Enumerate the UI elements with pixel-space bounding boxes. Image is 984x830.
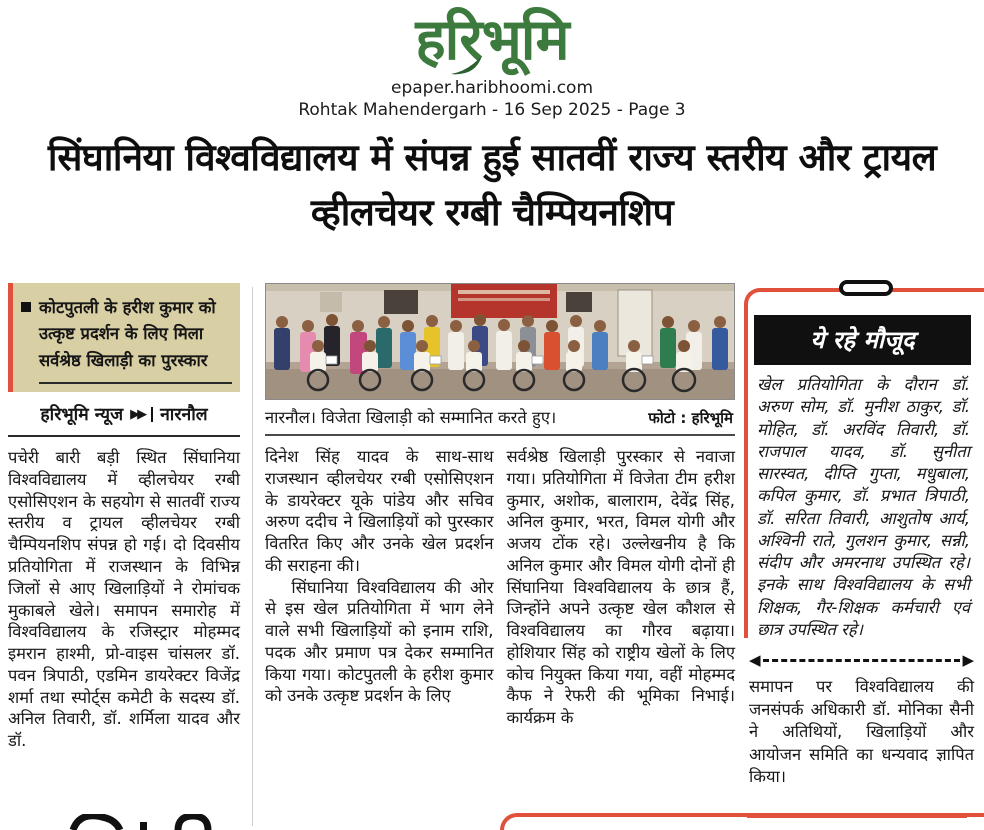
- byline: [8, 392, 240, 437]
- sidebar-after-text: समापन पर विश्वविद्यालय की जनसंपर्क अधिकारी डॉ. मोनिका सैनी ने अतिथियों, खिलाड़ियों और आयोजन समिति का धन्यवाद ज्ञापित किया।: [749, 677, 974, 786]
- bullet-square-icon: [21, 302, 31, 312]
- cutoff-box-fragment: [500, 813, 984, 830]
- photo-caption: नारनौल। विजेता खिलाड़ी को सम्मानित करते हुए।: [265, 408, 557, 427]
- edition-line: Rohtak Mahendergarh - 16 Sep 2025 - Page 3: [298, 99, 686, 120]
- body-text-col1: पचेरी बारी बड़ी स्थित सिंघानिया विश्वविद्यालय में व्हीलचेयर रग्बी एसोसिएशन के सहयोग से सातवीं राज्य स्तरीय व ट्रायल व्हीलचेयर रग्बी चैम्पियनशिप संपन्न हो गई। दो दिवसीय प्रतियोगिता में राजस्थान के विभिन्न जिलों से आए खिलाड़ियों ने रोमांचक मुकाबले खेले। समापन समारोह में विश्वविद्यालय के रजिस्ट्रार मोहम्मद इमरान हाश्मी, प्रो-वाइस चांसलर डॉ. पवन त्रिपाठी, एडमिन डायरेक्टर विजेंद्र शर्मा तथा स्पोर्ट्स कमेटी के सदस्य डॉ. अनिल तिवारी, डॉ. शर्मिला यादव और डॉ.: [8, 448, 240, 751]
- site-url: epaper.haribhoomi.com: [390, 77, 594, 98]
- arrow-right-icon: ▶: [962, 651, 974, 670]
- byline-divider: [151, 407, 153, 422]
- column-middle: [265, 283, 735, 830]
- sidebar-present-box: [747, 283, 976, 830]
- standfirst-box: [8, 283, 240, 392]
- byline-agency: हरिभूमि न्यूज: [40, 405, 124, 426]
- dashed-arrow-separator: [747, 645, 976, 674]
- masthead: [0, 0, 984, 120]
- article-photo: [265, 283, 735, 400]
- arrow-left-icon: ◀: [749, 651, 761, 670]
- dashed-line: [763, 659, 961, 662]
- photo-caption-row: [265, 400, 735, 436]
- paragraph: दिनेश सिंह यादव के साथ-साथ राजस्थान व्हीलचेयर रग्बी एसोसिएशन के डायरेक्टर यूके पांडेय और सचिव अरुण ददीच ने खिलाड़ियों को पुरस्कार वितरित किए और उनके खेल प्रदर्शन की सराहना की।: [265, 447, 494, 575]
- body-text-col2: [265, 446, 494, 729]
- sidebar-title: ये रहे मौजूद: [754, 315, 971, 365]
- group-photo-illustration: [266, 284, 735, 400]
- column-rule: [252, 287, 253, 826]
- article-headline: सिंघानिया विश्वविद्यालय में संपन्न हुई सातवीं राज्य स्तरीय और ट्रायल व्हीलचेयर रग्बी चैम्पियनशिप: [47, 135, 937, 235]
- paragraph: सर्वश्रेष्ठ खिलाड़ी पुरस्कार से नवाजा गया। प्रतियोगिता में विजेता टीम हरीश कुमार, अशोक, बालाराम, देवेंद्र सिंह, अनिल कुमार, भरत, विमल योगी और अजय टोंक रहे। उल्लेखनीय है कि अनिल कुमार और विमल योगी दोनों ही सिंघानिया विश्वविद्यालय के छात्र हैं, जिन्होंने अपने उत्कृष्ट खेल कौशल से विश्वविद्यालय का गौरव बढ़ाया। होशियार सिंह को राष्ट्रीय खेलों के लिए कोच नियुक्त किया गया, वहीं मोहम्मद कैफ ने रेफरी की भूमिका निभाई। कार्यक्रम के: [506, 447, 735, 728]
- clip-icon: [839, 280, 893, 296]
- newspaper-logo-text: हरिभूमि: [415, 7, 569, 73]
- article-body: [8, 283, 976, 830]
- byline-location: नारनौल: [160, 405, 208, 426]
- body-text-col3: [507, 446, 736, 729]
- photo-credit: फोटो : हरिभूमि: [648, 409, 733, 427]
- fast-forward-icon: ▶▶: [130, 406, 145, 422]
- newspaper-logo: [415, 8, 568, 74]
- cutoff-headline-fragment: [28, 814, 358, 830]
- column-left: [8, 283, 240, 830]
- paragraph: सिंघानिया विश्वविद्यालय की ओर से इस खेल प्रतियोगिता में भाग लेने वाले सभी खिलाड़ियों को इनाम राशि, पदक और प्रमाण पत्र देकर सम्मानित किया गया। कोटपुतली के हरीश कुमार को उनके उत्कृष्ट प्रदर्शन के लिए: [265, 577, 494, 706]
- logo-leaf-icon: [449, 56, 483, 76]
- sidebar-body: खेल प्रतियोगिता के दौरान डॉ. अरुण सोम, डॉ. मुनीश ठाकुर, डॉ. मोहित, डॉ. अरविंद तिवारी, डॉ. राजपाल यादव, डॉ. सुनीता सारस्वत, दीप्ति गुप्ता, मधुबाला, कपिल कुमार, डॉ. प्रभात त्रिपाठी, डॉ. सरिता तिवारी, आशुतोष आर्य, अश्विनी राते, गुलशन कुमार, सन्नी, संदीप और अमरनाथ उपस्थित रहे। इनके साथ विश्वविद्यालय के सभी शिक्षक, गैर-शिक्षक कर्मचारी एवं छात्र उपस्थित रहे।: [757, 375, 970, 639]
- standfirst-text: कोटपुतली के हरीश कुमार को उत्कृष्ट प्रदर्शन के लिए मिला सर्वश्रेष्ठ खिलाड़ी का पुरस्कार: [39, 295, 232, 384]
